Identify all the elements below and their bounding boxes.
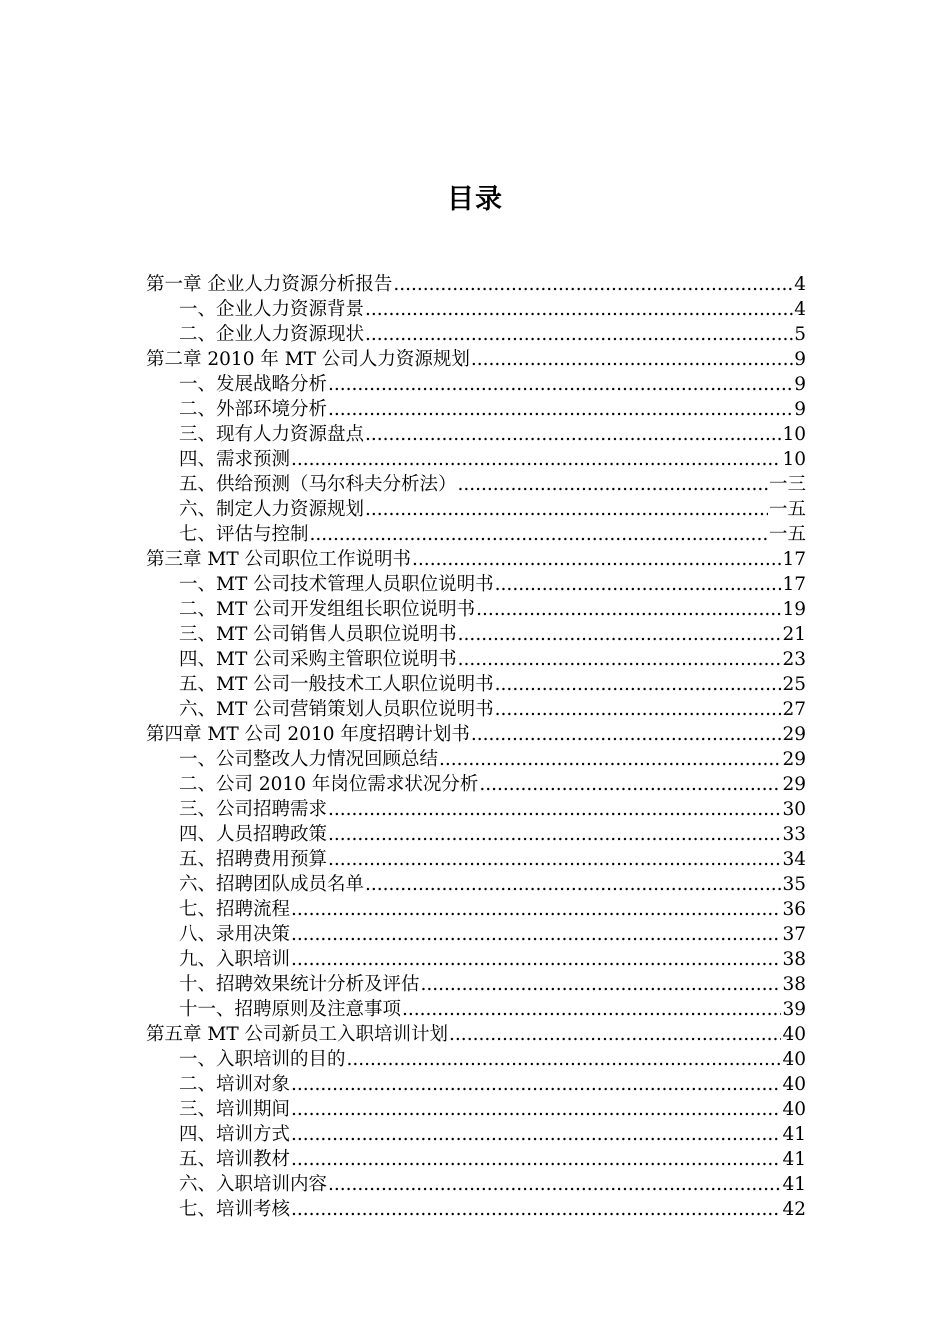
toc-dot-leader (495, 572, 782, 597)
toc-dot-leader (458, 647, 782, 672)
toc-page-number: 41 (782, 1174, 806, 1195)
toc-entry-label: 二、公司 2010 年岗位需求状况分析 (179, 774, 479, 795)
toc-dot-leader (328, 372, 793, 397)
toc-page-number: 10 (782, 449, 806, 470)
toc-page-number: 37 (782, 924, 806, 945)
table-of-contents (146, 272, 806, 1222)
toc-entry-label: 六、MT 公司营销策划人员职位说明书 (179, 699, 494, 720)
toc-page-number: 41 (782, 1149, 806, 1170)
toc-dot-leader (476, 597, 781, 622)
toc-dot-leader (291, 1097, 781, 1122)
toc-entry-label: 一、MT 公司技术管理人员职位说明书 (179, 574, 494, 595)
toc-dot-leader (365, 322, 793, 347)
toc-section-entry[interactable] (146, 397, 806, 422)
toc-entry-label: 三、现有人力资源盘点 (179, 424, 365, 445)
toc-chapter-entry[interactable] (146, 547, 806, 572)
toc-section-entry[interactable] (146, 822, 806, 847)
toc-section-entry[interactable] (146, 672, 806, 697)
toc-dot-leader (347, 1047, 782, 1072)
toc-entry-label: 三、公司招聘需求 (179, 799, 328, 820)
toc-page-number: 33 (782, 824, 806, 845)
toc-section-entry[interactable] (146, 1122, 806, 1147)
toc-section-entry[interactable] (146, 797, 806, 822)
toc-dot-leader (495, 672, 782, 697)
toc-dot-leader (471, 347, 793, 372)
toc-page-number: 9 (794, 399, 806, 420)
toc-section-entry[interactable] (146, 897, 806, 922)
toc-dot-leader (310, 522, 768, 547)
toc-dot-leader (328, 822, 781, 847)
toc-entry-label: 八、录用决策 (179, 924, 291, 945)
toc-section-entry[interactable] (146, 422, 806, 447)
toc-dot-leader (365, 297, 793, 322)
toc-entry-label: 第三章 MT 公司职位工作说明书 (146, 549, 412, 570)
toc-page-number: 30 (782, 799, 806, 820)
toc-dot-leader (421, 972, 782, 997)
toc-entry-label: 五、MT 公司一般技术工人职位说明书 (179, 674, 494, 695)
toc-dot-leader (328, 397, 793, 422)
toc-entry-label: 七、评估与控制 (179, 524, 309, 545)
toc-dot-leader (291, 922, 781, 947)
toc-page-number: 一五 (768, 499, 806, 520)
toc-entry-label: 一、公司整改人力情况回顾总结 (179, 749, 439, 770)
toc-section-entry[interactable] (146, 1097, 806, 1122)
toc-entry-label: 第五章 MT 公司新员工入职培训计划 (146, 1024, 449, 1045)
toc-page-number: 17 (782, 549, 806, 570)
toc-dot-leader (328, 847, 781, 872)
toc-section-entry[interactable] (146, 1172, 806, 1197)
toc-page-number: 23 (782, 649, 806, 670)
toc-section-entry[interactable] (146, 1197, 806, 1222)
toc-page-number: 34 (782, 849, 806, 870)
toc-entry-label: 第一章 企业人力资源分析报告 (146, 274, 393, 295)
toc-entry-label: 十一、招聘原则及注意事项 (179, 999, 402, 1020)
toc-title: 目录 (447, 184, 503, 215)
toc-dot-leader (449, 1022, 781, 1047)
toc-section-entry[interactable] (146, 447, 806, 472)
toc-section-entry[interactable] (146, 322, 806, 347)
toc-entry-label: 五、供给预测（马尔科夫分析法） (179, 474, 457, 495)
toc-dot-leader (291, 947, 781, 972)
toc-page-number: 17 (782, 574, 806, 595)
toc-page-number: 29 (782, 774, 806, 795)
toc-entry-label: 六、招聘团队成员名单 (179, 874, 365, 895)
toc-page-number: 一五 (768, 524, 806, 545)
toc-section-entry[interactable] (146, 647, 806, 672)
toc-section-entry[interactable] (146, 497, 806, 522)
toc-dot-leader (365, 497, 768, 522)
toc-page-number: 36 (782, 899, 806, 920)
toc-page-number: 40 (782, 1024, 806, 1045)
toc-chapter-entry[interactable] (146, 347, 806, 372)
toc-dot-leader (439, 747, 781, 772)
toc-section-entry[interactable] (146, 597, 806, 622)
toc-dot-leader (291, 1072, 781, 1097)
toc-dot-leader (393, 272, 793, 297)
toc-chapter-entry[interactable] (146, 1022, 806, 1047)
toc-entry-label: 三、培训期间 (179, 1099, 291, 1120)
toc-dot-leader (328, 797, 781, 822)
toc-dot-leader (458, 622, 782, 647)
toc-entry-label: 九、入职培训 (179, 949, 291, 970)
toc-page-number: 10 (782, 424, 806, 445)
toc-entry-label: 一、入职培训的目的 (179, 1049, 346, 1070)
toc-entry-label: 一、发展战略分析 (179, 374, 328, 395)
toc-entry-label: 四、人员招聘政策 (179, 824, 328, 845)
toc-entry-label: 四、需求预测 (179, 449, 291, 470)
toc-section-entry[interactable] (146, 972, 806, 997)
toc-dot-leader (471, 722, 782, 747)
toc-section-entry[interactable] (146, 522, 806, 547)
toc-section-entry[interactable] (146, 747, 806, 772)
toc-entry-label: 二、MT 公司开发组组长职位说明书 (179, 599, 476, 620)
toc-entry-label: 六、入职培训内容 (179, 1174, 328, 1195)
toc-entry-label: 一、企业人力资源背景 (179, 299, 365, 320)
toc-page-number: 29 (782, 749, 806, 770)
toc-dot-leader (291, 1147, 781, 1172)
toc-page-number: 4 (794, 299, 806, 320)
toc-page-number: 38 (782, 949, 806, 970)
toc-dot-leader (412, 547, 781, 572)
toc-entry-label: 七、招聘流程 (179, 899, 291, 920)
toc-entry-label: 第二章 2010 年 MT 公司人力资源规划 (146, 349, 470, 370)
toc-entry-label: 四、MT 公司采购主管职位说明书 (179, 649, 457, 670)
toc-dot-leader (479, 772, 781, 797)
toc-section-entry[interactable] (146, 1147, 806, 1172)
toc-page-number: 19 (782, 599, 806, 620)
toc-page-number: 9 (794, 374, 806, 395)
toc-entry-label: 七、培训考核 (179, 1199, 291, 1220)
toc-page-number: 29 (782, 724, 806, 745)
toc-dot-leader (291, 1122, 781, 1147)
toc-entry-label: 十、招聘效果统计分析及评估 (179, 974, 420, 995)
toc-entry-label: 三、MT 公司销售人员职位说明书 (179, 624, 457, 645)
toc-dot-leader (495, 697, 782, 722)
toc-page-number: 38 (782, 974, 806, 995)
toc-entry-label: 五、招聘费用预算 (179, 849, 328, 870)
toc-page-number: 40 (782, 1074, 806, 1095)
toc-section-entry[interactable] (146, 1072, 806, 1097)
toc-chapter-entry[interactable] (146, 272, 806, 297)
toc-page-number: 41 (782, 1124, 806, 1145)
toc-entry-label: 五、培训教材 (179, 1149, 291, 1170)
toc-dot-leader (365, 872, 781, 897)
toc-page-number: 39 (782, 999, 806, 1020)
toc-section-entry[interactable] (146, 697, 806, 722)
toc-section-entry[interactable] (146, 622, 806, 647)
toc-entry-label: 二、企业人力资源现状 (179, 324, 365, 345)
toc-entry-label: 第四章 MT 公司 2010 年度招聘计划书 (146, 724, 470, 745)
toc-dot-leader (365, 422, 781, 447)
toc-section-entry[interactable] (146, 872, 806, 897)
toc-page-number: 21 (782, 624, 806, 645)
toc-page-number: 5 (794, 324, 806, 345)
toc-page-number: 40 (782, 1099, 806, 1120)
toc-section-entry[interactable] (146, 472, 806, 497)
toc-section-entry[interactable] (146, 297, 806, 322)
toc-chapter-entry[interactable] (146, 722, 806, 747)
toc-dot-leader (458, 472, 768, 497)
toc-section-entry[interactable] (146, 572, 806, 597)
toc-entry-label: 四、培训方式 (179, 1124, 291, 1145)
toc-entry-label: 二、外部环境分析 (179, 399, 328, 420)
toc-page-number: 9 (794, 349, 806, 370)
toc-section-entry[interactable] (146, 997, 806, 1022)
toc-dot-leader (291, 1197, 781, 1222)
toc-section-entry[interactable] (146, 1047, 806, 1072)
toc-dot-leader (291, 447, 781, 472)
toc-page-number: 35 (782, 874, 806, 895)
toc-section-entry[interactable] (146, 922, 806, 947)
toc-section-entry[interactable] (146, 772, 806, 797)
toc-dot-leader (328, 1172, 781, 1197)
toc-page-number: 一三 (768, 474, 806, 495)
toc-page-number: 42 (782, 1199, 806, 1220)
toc-dot-leader (291, 897, 781, 922)
toc-section-entry[interactable] (146, 372, 806, 397)
toc-section-entry[interactable] (146, 947, 806, 972)
toc-section-entry[interactable] (146, 847, 806, 872)
toc-dot-leader (402, 997, 781, 1022)
toc-page-number: 27 (782, 699, 806, 720)
toc-page-number: 25 (782, 674, 806, 695)
toc-page-number: 4 (794, 274, 806, 295)
toc-entry-label: 六、制定人力资源规划 (179, 499, 365, 520)
toc-entry-label: 二、培训对象 (179, 1074, 291, 1095)
toc-page-number: 40 (782, 1049, 806, 1070)
